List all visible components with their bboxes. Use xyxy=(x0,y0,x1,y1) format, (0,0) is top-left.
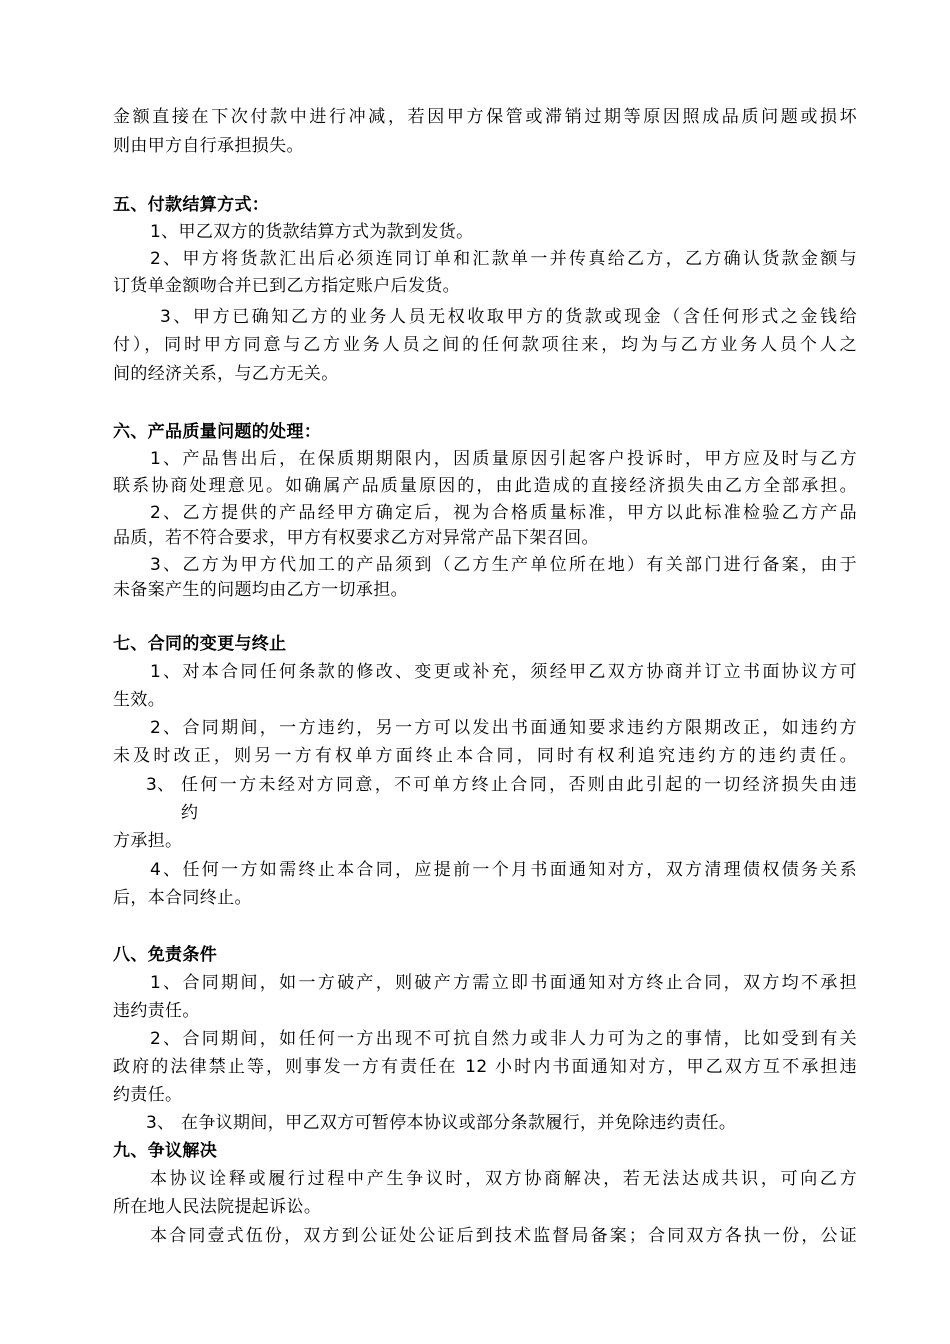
clause-line: 本协议诠释或履行过程中产生争议时，双方协商解决，若无法达成共识，可向乙方 xyxy=(150,1169,857,1189)
clause-line: 订货单金额吻合并已到乙方指定账户后发货。 xyxy=(113,276,460,296)
clause-line: 1、甲乙双方的货款结算方式为款到发货。 xyxy=(150,222,474,242)
section-heading: 五、付款结算方式： xyxy=(113,195,270,215)
clause-line: 3、甲方已确知乙方的业务人员无权收取甲方的货款或现金（含任何形式之金钱给 xyxy=(160,307,857,327)
clause-line: 方承担。 xyxy=(113,831,183,851)
clause-line: 3、乙方为甲方代加工的产品须到（乙方生产单位所在地）有关部门进行备案，由于 xyxy=(150,555,857,575)
clause-line: 1、合同期间，如一方破产，则破产方需立即书面通知对方终止合同，双方均不承担 xyxy=(150,973,857,993)
clause-line: 品质，若不符合要求，甲方有权要求乙方对异常产品下架召回。 xyxy=(113,528,599,548)
section-heading: 八、免责条件 xyxy=(113,945,218,965)
clause-line: 违约责任。 xyxy=(113,1001,200,1021)
clause-line: 1、对本合同任何条款的修改、变更或补充，须经甲乙双方协商并订立书面协议方可 xyxy=(150,662,857,682)
clause-line: 2、乙方提供的产品经甲方确定后，视为合格质量标准，甲方以此标准检验乙方产品 xyxy=(150,503,857,523)
clause-line: 1、产品售出后，在保质期期限内，因质量原因引起客户投诉时，甲方应及时与乙方 xyxy=(150,449,857,469)
clause-line: 金额直接在下次付款中进行冲减，若因甲方保管或滞销过期等原因照成品质问题或损坏 xyxy=(113,107,857,127)
clause-line: 2、甲方将货款汇出后必须连同订单和汇款单一并传真给乙方，乙方确认货款金额与 xyxy=(150,249,857,269)
clause-line: 后，本合同终止。 xyxy=(113,888,252,908)
clause-line: 2、合同期间，一方违约，另一方可以发出书面通知要求违约方限期改正，如违约方 xyxy=(150,718,857,738)
clause-line: 任何一方未经对方同意，不可单方终止合同，否则由此引起的一切经济损失由违 xyxy=(181,775,857,795)
clause-line: 生效。 xyxy=(113,690,166,710)
clause-line: 则由甲方自行承担损失。 xyxy=(113,136,304,156)
clause-line: 所在地人民法院提起诉讼。 xyxy=(113,1197,322,1217)
section-heading: 六、产品质量问题的处理： xyxy=(113,422,322,442)
clause-number: 3、 xyxy=(146,775,175,795)
clause-line: 在争议期间，甲乙双方可暂停本协议或部分条款履行，并免除违约责任。 xyxy=(181,1113,737,1133)
clause-line: 付），同时甲方同意与乙方业务人员之间的任何款项往来，均为与乙方业务人员个人之 xyxy=(113,335,857,355)
clause-number: 3、 xyxy=(146,1113,175,1133)
clause-line: 2、合同期间，如任何一方出现不可抗自然力或非人力可为之的事情，比如受到有关 xyxy=(150,1029,857,1049)
clause-line: 本合同壹式伍份，双方到公证处公证后到技术监督局备案；合同双方各执一份，公证 xyxy=(150,1226,857,1246)
clause-line: 政府的法律禁止等，则事发一方有责任在 12 小时内书面通知对方，甲乙双方互不承担违 xyxy=(113,1057,857,1077)
section-heading: 九、争议解决 xyxy=(113,1141,218,1161)
clause-line: 未备案产生的问题均由乙方一切承担。 xyxy=(113,580,408,600)
clause-line: 4、任何一方如需终止本合同，应提前一个月书面通知对方，双方清理债权债务关系 xyxy=(150,860,857,880)
clause-line: 联系协商处理意见。如确属产品质量原因的，由此造成的直接经济损失由乙方全部承担。 xyxy=(113,476,857,496)
clause-line: 约责任。 xyxy=(113,1085,183,1105)
clause-line: 约 xyxy=(181,803,199,823)
clause-line: 间的经济关系，与乙方无关。 xyxy=(113,364,339,384)
section-heading: 七、合同的变更与终止 xyxy=(113,634,287,654)
clause-line: 未及时改正，则另一方有权单方面终止本合同，同时有权利追究违约方的违约责任。 xyxy=(113,746,857,766)
